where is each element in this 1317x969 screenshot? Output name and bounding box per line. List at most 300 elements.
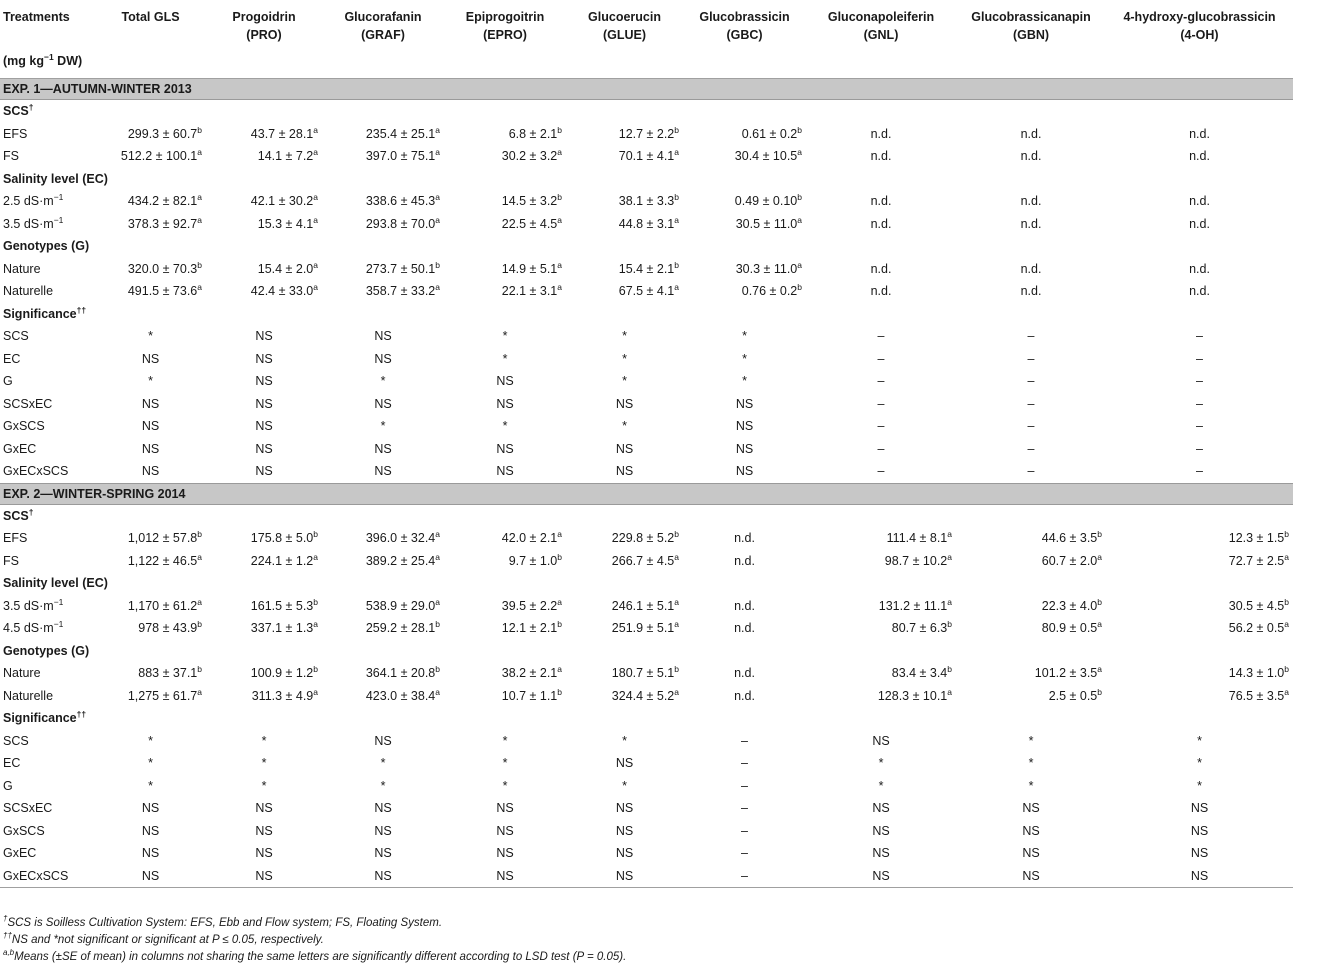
significance-cell: * — [148, 756, 153, 770]
significance-cell: NS — [255, 419, 273, 433]
letter-group: a — [197, 551, 202, 562]
value-cell: 251.9 ± 5.1$^a$ — [611, 619, 679, 635]
letter-group: a — [557, 596, 562, 607]
row-label: Nature — [3, 666, 41, 680]
row-label: 2.5 $dS\cdot m^{-1}$ — [3, 192, 64, 208]
value-cell: 1,170 ± 61.2$^a$ — [127, 596, 202, 613]
letter-group: b — [557, 124, 562, 135]
header-col-abbr — [95, 26, 206, 44]
header-col-abbr: (GLUE) — [602, 28, 647, 42]
value-cell: 978 ± 43.9$^b$ — [138, 619, 202, 635]
letter-group: a — [674, 686, 679, 697]
header-unit: (mg $kg^{-1}$ DW) — [0, 44, 95, 79]
letter-group: b — [947, 619, 952, 629]
significance-cell: – — [1196, 441, 1203, 456]
value-cell: 67.5 ± 4.1$^a$ — [618, 282, 679, 298]
significance-cell: * — [1028, 733, 1034, 748]
value-cell: 1,012 ± 57.8$^b$ — [127, 529, 202, 545]
value-cell: 14.9 ± 5.1$^a$ — [501, 259, 562, 276]
letter-group: a — [674, 282, 679, 292]
significance-cell: * — [1197, 756, 1202, 770]
table-row — [0, 730, 1293, 753]
significance-cell: – — [877, 441, 885, 456]
letter-group: a — [947, 686, 952, 697]
table-row — [0, 820, 1293, 843]
value-cell: 42.0 ± 2.1$^a$ — [501, 529, 562, 545]
significance-cell: – — [1027, 351, 1035, 366]
significance-cell: NS — [141, 464, 160, 478]
significance-cell: NS — [141, 823, 160, 838]
significance-cell: NS — [956, 865, 1106, 888]
significance-cell: – — [741, 823, 748, 838]
significance-cell: * — [622, 374, 627, 388]
value-cell: n.d. — [870, 284, 892, 298]
significance-cell: NS — [374, 351, 392, 366]
letter-group: b — [1284, 529, 1289, 539]
header-col-name: Glucobrassicanapin — [971, 10, 1091, 24]
letter-group: a — [435, 192, 440, 202]
significance-cell: – — [741, 756, 748, 770]
value-cell: 44.8 ± 3.1$^a$ — [618, 214, 679, 231]
value-cell: n.d. — [1189, 261, 1210, 276]
value-cell: 311.3 ± 4.9$^a$ — [251, 686, 318, 703]
table-row — [0, 865, 1293, 888]
letter-group: a — [313, 259, 318, 270]
letter-group: a — [435, 551, 440, 562]
value-cell: 378.3 ± 92.7$^a$ — [127, 214, 202, 231]
group-header-row — [0, 640, 1293, 663]
letter-group: b — [797, 282, 802, 292]
value-cell: 235.4 ± 25.1$^a$ — [365, 124, 440, 141]
letter-group: b — [557, 686, 562, 697]
value-cell: 30.5 ± 11.0$^a$ — [735, 214, 802, 231]
row-label: 4.5 $dS\cdot m^{-1}$ — [3, 619, 64, 635]
significance-cell: NS — [141, 441, 160, 456]
letter-group: a — [435, 596, 440, 607]
significance-cell: NS — [1190, 823, 1209, 838]
value-cell: 0.76 ± 0.2$^b$ — [741, 282, 802, 298]
significance-cell: * — [622, 351, 627, 366]
letter-group: a — [674, 147, 679, 157]
letter-group: a — [797, 259, 802, 270]
row-label: SCS — [3, 329, 29, 343]
value-cell: n.d. — [734, 688, 755, 703]
value-cell: n.d. — [1020, 216, 1042, 231]
value-cell: 338.6 ± 45.3$^a$ — [365, 192, 440, 208]
row-label: Naturelle — [3, 688, 54, 703]
significance-cell: – — [1027, 441, 1035, 456]
letter-group: a — [435, 529, 440, 539]
table-row — [0, 460, 1293, 483]
table-row — [0, 258, 1293, 281]
letter-group: a — [674, 596, 679, 607]
value-cell: 100.9 ± 1.2$^b$ — [250, 664, 318, 680]
significance-cell: * — [622, 419, 627, 433]
row-label: Nature — [3, 261, 41, 276]
significance-cell: NS — [872, 846, 890, 860]
significance-cell: * — [878, 756, 884, 770]
footnotes — [3, 915, 1293, 966]
significance-cell: – — [1196, 464, 1203, 478]
value-cell: 70.1 ± 4.1$^a$ — [618, 147, 679, 163]
letter-group: b — [435, 664, 440, 674]
value-cell: 229.8 ± 5.2$^b$ — [611, 529, 679, 545]
letter-group: b — [1097, 686, 1102, 697]
significance-cell: * — [502, 351, 508, 366]
row-label: EC — [3, 756, 21, 770]
significance-cell: NS — [255, 846, 273, 860]
letter-group: a — [674, 551, 679, 562]
significance-cell: * — [502, 329, 508, 343]
letter-group: a — [197, 214, 202, 225]
letter-group: a — [435, 282, 440, 292]
header-col-name: Glucorafanin — [344, 10, 422, 24]
significance-cell: NS — [374, 329, 392, 343]
letter-group: b — [557, 619, 562, 629]
significance-cell: NS — [872, 823, 890, 838]
significance-cell: NS — [496, 823, 514, 838]
significance-cell: * — [380, 374, 386, 388]
header-col-name: Gluconapoleiferin — [827, 10, 935, 24]
significance-cell: NS — [615, 801, 634, 815]
letter-group: b — [197, 619, 202, 629]
value-cell: 12.3 ± 1.5$^b$ — [1228, 529, 1289, 545]
value-cell: 43.7 ± 28.1$^a$ — [250, 124, 318, 141]
row-label: GxSCS — [3, 419, 45, 433]
letter-group: b — [197, 124, 202, 135]
value-cell: 30.5 ± 4.5$^b$ — [1228, 596, 1289, 613]
significance-cell: NS — [1190, 801, 1209, 815]
significance-cell: * — [622, 733, 627, 748]
significance-cell: * — [622, 778, 627, 793]
header-col-abbr: (GBN) — [1012, 28, 1050, 42]
value-cell: 80.7 ± 6.3$^b$ — [891, 619, 952, 635]
significance-cell: – — [877, 329, 885, 343]
letter-group: a — [1097, 551, 1102, 562]
significance-cell: – — [1196, 419, 1203, 433]
row-label: GxECxSCS — [0, 865, 95, 888]
significance-cell: NS — [374, 801, 392, 815]
group-title: SCS† — [3, 102, 34, 118]
group-header-row — [0, 168, 1293, 191]
value-cell: 224.1 ± 1.2$^a$ — [250, 551, 318, 568]
footnote: ††NS and *not significant or significant at P ≤ 0.05, respectively. — [3, 931, 324, 946]
letter-group: a — [197, 596, 202, 607]
row-label: G — [3, 778, 13, 793]
group-title: Salinity level (EC) — [3, 576, 108, 590]
significance-cell: NS — [615, 756, 634, 770]
header-col-abbr: (GNL) — [863, 28, 899, 42]
value-cell: 128.3 ± 10.1$^a$ — [877, 686, 952, 703]
letter-group: a — [674, 619, 679, 629]
table-row — [0, 595, 1293, 618]
significance-cell: * — [878, 778, 884, 793]
value-cell: 42.4 ± 33.0$^a$ — [250, 282, 318, 298]
significance-cell: NS — [141, 846, 160, 860]
footnote: †SCS is Soilless Cultivation System: EFS, Ebb and Flow system; FS, Floating System. — [3, 914, 443, 929]
row-label: G — [3, 374, 13, 388]
letter-group: b — [797, 192, 802, 202]
significance-cell: NS — [566, 865, 683, 888]
significance-cell: * — [1197, 733, 1202, 748]
value-cell: n.d. — [1020, 284, 1042, 298]
row-label: GxSCS — [3, 823, 45, 838]
significance-cell: NS — [735, 464, 754, 478]
row-label: GxEC — [3, 441, 37, 456]
header-col-abbr: (GRAF) — [361, 28, 405, 42]
value-cell: n.d. — [734, 598, 755, 613]
value-cell: n.d. — [734, 666, 755, 680]
value-cell: 358.7 ± 33.2$^a$ — [365, 282, 440, 298]
significance-cell: NS — [615, 823, 634, 838]
value-cell: 39.5 ± 2.2$^a$ — [501, 596, 562, 613]
value-cell: 161.5 ± 5.3$^b$ — [250, 596, 318, 613]
table-row — [0, 527, 1293, 550]
significance-cell: NS — [255, 396, 273, 411]
significance-cell: – — [877, 419, 885, 433]
significance-cell: NS — [1022, 823, 1040, 838]
significance-cell: NS — [872, 801, 890, 815]
table-row — [0, 752, 1293, 775]
letter-group: a — [313, 147, 318, 157]
value-cell: n.d. — [1189, 126, 1210, 141]
value-cell: 434.2 ± 82.1$^a$ — [127, 192, 202, 208]
significance-cell: – — [877, 464, 885, 478]
letter-group: a — [435, 147, 440, 157]
significance-cell: NS — [255, 801, 273, 815]
significance-cell: NS — [1190, 846, 1209, 860]
letter-group: a — [947, 529, 952, 539]
table-row — [0, 393, 1293, 416]
row-label: EFS — [3, 531, 28, 545]
significance-cell: NS — [615, 846, 634, 860]
significance-cell: – — [1027, 419, 1035, 433]
value-cell: 293.8 ± 70.0$^a$ — [365, 214, 440, 231]
significance-cell: NS — [496, 374, 514, 388]
group-title: Genotypes (G) — [3, 643, 90, 658]
table-row — [0, 190, 1293, 213]
significance-cell: NS — [496, 441, 514, 456]
header-col-name: Total GLS — [121, 10, 180, 24]
significance-cell: NS — [255, 441, 273, 456]
value-cell: 80.9 ± 0.5$^a$ — [1041, 619, 1102, 635]
header-col-abbr: (GBC) — [726, 28, 763, 42]
significance-cell: NS — [141, 396, 160, 411]
header-col-abbr: (PRO) — [246, 28, 282, 42]
table-row — [0, 842, 1293, 865]
letter-group: b — [197, 529, 202, 539]
significance-cell: * — [622, 329, 627, 343]
value-cell: n.d. — [1189, 194, 1210, 208]
significance-cell: * — [261, 756, 267, 770]
significance-cell: NS — [141, 801, 160, 815]
row-label: SCSxEC — [3, 396, 53, 411]
value-cell: n.d. — [1020, 194, 1042, 208]
significance-cell: NS — [735, 396, 754, 411]
letter-group: a — [797, 214, 802, 225]
significance-cell: NS — [1022, 846, 1040, 860]
letter-group: a — [557, 214, 562, 225]
letter-group: a — [313, 124, 318, 135]
significance-cell: – — [741, 733, 748, 748]
significance-cell: * — [148, 778, 153, 793]
letter-group: a — [313, 214, 318, 225]
table-row — [0, 662, 1293, 685]
significance-cell: NS — [255, 823, 273, 838]
group-header-row — [0, 100, 1293, 123]
letter-group: a — [947, 551, 952, 562]
letter-group: a — [557, 147, 562, 157]
letter-group: b — [313, 664, 318, 674]
header-col-abbr: (4-OH) — [1180, 28, 1219, 42]
significance-cell: * — [1028, 778, 1034, 793]
table-row — [0, 775, 1293, 798]
table-row — [0, 685, 1293, 708]
significance-cell: * — [148, 329, 153, 343]
value-cell: 14.5 ± 3.2$^b$ — [501, 192, 562, 208]
value-cell: n.d. — [870, 216, 892, 231]
table-row — [0, 325, 1293, 348]
value-cell: n.d. — [870, 261, 892, 276]
significance-cell: * — [380, 419, 386, 433]
value-cell: n.d. — [1020, 261, 1042, 276]
value-cell: 44.6 ± 3.5$^b$ — [1041, 529, 1102, 545]
letter-group: b — [313, 529, 318, 539]
significance-cell: NS — [141, 351, 160, 366]
value-cell: 6.8 ± 2.1$^b$ — [508, 124, 562, 141]
header-col-abbr: (EPRO) — [483, 28, 527, 42]
letter-group: a — [557, 282, 562, 292]
row-label: EFS — [3, 126, 28, 141]
letter-group: a — [313, 619, 318, 629]
value-cell: 131.2 ± 11.1$^a$ — [878, 596, 952, 613]
value-cell: 0.61 ± 0.2$^b$ — [741, 124, 802, 141]
value-cell: 83.4 ± 3.4$^b$ — [891, 664, 952, 680]
value-cell: 364.1 ± 20.8$^b$ — [365, 664, 440, 680]
significance-cell: * — [148, 374, 153, 388]
significance-cell: * — [148, 733, 153, 748]
row-label: 3.5 $dS\cdot m^{-1}$ — [3, 596, 64, 613]
letter-group: a — [674, 214, 679, 225]
significance-cell: NS — [872, 733, 890, 748]
group-title: Genotypes (G) — [3, 239, 90, 253]
letter-group: a — [1284, 686, 1289, 697]
table-row — [0, 145, 1293, 168]
letter-group: a — [1284, 551, 1289, 562]
value-cell: 0.49 ± 0.10$^b$ — [734, 192, 802, 208]
value-cell: 423.0 ± 38.4$^a$ — [365, 686, 440, 703]
row-label: Naturelle — [3, 284, 54, 298]
letter-group: b — [197, 664, 202, 674]
header-col-name: Progoidrin — [232, 10, 296, 24]
value-cell: 259.2 ± 28.1$^b$ — [365, 619, 440, 635]
significance-cell: NS — [255, 329, 273, 343]
significance-cell: – — [877, 351, 885, 366]
significance-cell: * — [742, 351, 747, 366]
value-cell: 98.7 ± 10.2$^a$ — [884, 551, 952, 568]
letter-group: a — [313, 686, 318, 697]
value-cell: 22.5 ± 4.5$^a$ — [501, 214, 562, 231]
letter-group: a — [197, 282, 202, 292]
letter-group: b — [435, 259, 440, 270]
significance-cell: NS — [374, 464, 392, 478]
group-header-row — [0, 303, 1293, 326]
significance-cell: * — [502, 756, 508, 770]
significance-cell: NS — [806, 865, 956, 888]
significance-cell: NS — [735, 419, 754, 433]
value-cell: 175.8 ± 5.0$^b$ — [250, 529, 318, 545]
significance-cell: – — [1196, 329, 1203, 343]
significance-cell: NS — [374, 733, 392, 748]
value-cell: n.d. — [1189, 284, 1210, 298]
letter-group: b — [197, 259, 202, 270]
letter-group: a — [1097, 619, 1102, 629]
value-cell: 76.5 ± 3.5$^a$ — [1228, 686, 1289, 703]
significance-cell: NS — [615, 396, 634, 411]
section-title: EXP. 2—WINTER-SPRING 2014 — [0, 483, 1293, 504]
value-cell: 397.0 ± 75.1$^a$ — [365, 147, 440, 163]
value-cell: 14.3 ± 1.0$^b$ — [1228, 664, 1289, 680]
significance-cell: NS — [735, 441, 754, 456]
significance-cell: * — [502, 733, 508, 748]
value-cell: 60.7 ± 2.0$^a$ — [1041, 551, 1102, 568]
value-cell: 30.3 ± 11.0$^a$ — [735, 259, 802, 276]
letter-group: b — [313, 596, 318, 607]
table-row — [0, 370, 1293, 393]
glucosinolate-table — [0, 8, 1293, 888]
header-treatments: Treatments — [3, 10, 70, 24]
letter-group: a — [313, 282, 318, 292]
value-cell: 2.5 ± 0.5$^b$ — [1048, 686, 1102, 703]
value-cell: 396.0 ± 32.4$^a$ — [365, 529, 440, 545]
letter-group: a — [1284, 619, 1289, 629]
table-row — [0, 348, 1293, 371]
value-cell: 246.1 ± 5.1$^a$ — [611, 596, 679, 613]
value-cell: 324.4 ± 5.2$^a$ — [611, 686, 679, 703]
significance-cell: – — [741, 846, 748, 860]
significance-cell: NS — [95, 865, 206, 888]
table-row — [0, 123, 1293, 146]
table-row — [0, 213, 1293, 236]
significance-cell: NS — [374, 846, 392, 860]
group-title: Significance†† — [3, 304, 87, 321]
group-title: Salinity level (EC) — [3, 171, 108, 186]
letter-group: b — [1097, 529, 1102, 539]
letter-group: a — [197, 686, 202, 697]
value-cell: n.d. — [734, 553, 755, 568]
significance-cell: * — [261, 733, 267, 748]
significance-cell: NS — [374, 823, 392, 838]
significance-cell: * — [1028, 756, 1034, 770]
significance-cell: – — [1027, 396, 1035, 411]
row-label: SCSxEC — [3, 801, 53, 815]
value-cell: 30.2 ± 3.2$^a$ — [501, 147, 562, 163]
value-cell: 337.1 ± 1.3$^a$ — [250, 619, 318, 635]
significance-cell: * — [380, 756, 386, 770]
value-cell: 10.7 ± 1.1$^b$ — [501, 686, 562, 703]
table-header — [0, 8, 1293, 79]
value-cell: 389.2 ± 25.4$^a$ — [365, 551, 440, 568]
section-title: EXP. 1—AUTUMN-WINTER 2013 — [0, 79, 1293, 100]
group-header-row — [0, 572, 1293, 595]
significance-cell: NS — [615, 441, 634, 456]
table-row — [0, 617, 1293, 640]
significance-cell: NS — [1022, 801, 1040, 815]
value-cell: 42.1 ± 30.2$^a$ — [250, 192, 318, 208]
significance-cell: NS — [255, 374, 273, 388]
value-cell: 101.2 ± 3.5$^a$ — [1034, 664, 1102, 680]
letter-group: a — [797, 147, 802, 157]
